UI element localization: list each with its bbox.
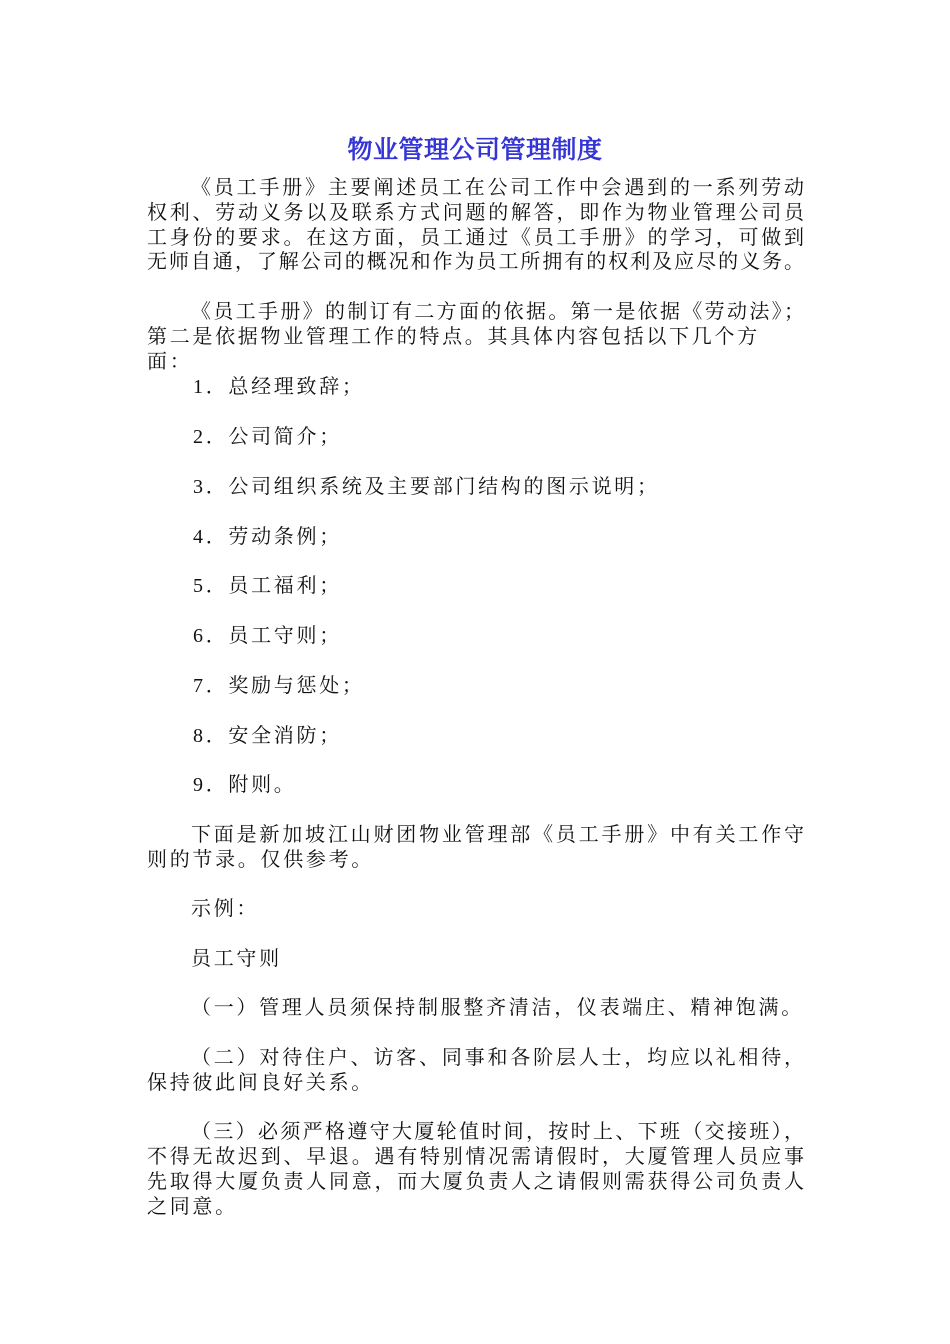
rule-line: 保持彼此间良好关系。: [147, 1072, 374, 1094]
contents-list-item: 5．员工福利；: [193, 575, 342, 597]
contents-list-item: 8．安全消防；: [193, 725, 342, 747]
contents-list-item: 9．附则。: [193, 774, 297, 796]
contents-list-item: 3．公司组织系统及主要部门结构的图示说明；: [193, 476, 660, 498]
basis-line: 第二是依据物业管理工作的特点。其具体内容包括以下几个方面：: [147, 326, 760, 373]
intro-line: 《员工手册》主要阐述员工在公司工作中会遇到的一系列劳动: [191, 177, 805, 199]
contents-list-item: 7．奖励与惩处；: [193, 675, 365, 697]
contents-list-item: 1．总经理致辞；: [193, 376, 365, 398]
rule-line: （一）管理人员须保持制服整齐清洁，仪表端庄、精神饱满。: [191, 997, 804, 1019]
contents-list-item: 4．劳动条例；: [193, 526, 342, 548]
rule-line: （二）对待住户、访客、同事和各阶层人士，均应以礼相待，: [191, 1047, 805, 1069]
contents-list-item: 6．员工守则；: [193, 625, 342, 647]
rule-line: 不得无故迟到、早退。遇有特别情况需请假时，大厦管理人员应事: [147, 1146, 805, 1168]
rule-line: （三）必须严格遵守大厦轮值时间，按时上、下班（交接班），: [191, 1121, 805, 1143]
rule-line: 先取得大厦负责人同意，而大厦负责人之请假则需获得公司负责人: [147, 1171, 805, 1193]
basis-line: 《员工手册》的制订有二方面的依据。第一是依据《劳动法》；: [191, 301, 805, 323]
intro-line: 工身份的要求。在这方面，员工通过《员工手册》的学习，可做到: [147, 227, 805, 249]
example-label: 示例：: [191, 898, 260, 920]
contents-list-item: 2．公司简介；: [193, 426, 342, 448]
rule-line: 之同意。: [147, 1196, 238, 1218]
rules-heading: 员工守则: [191, 948, 282, 970]
excerpt-note-line: 下面是新加坡江山财团物业管理部《员工手册》中有关工作守: [191, 824, 805, 846]
excerpt-note-line: 则的节录。仅供参考。: [147, 849, 374, 871]
intro-line: 无师自通，了解公司的概况和作为员工所拥有的权利及应尽的义务。: [147, 251, 805, 273]
intro-line: 权利、劳动义务以及联系方式问题的解答，即作为物业管理公司员: [147, 202, 805, 224]
document-title: 物业管理公司管理制度: [347, 135, 603, 164]
